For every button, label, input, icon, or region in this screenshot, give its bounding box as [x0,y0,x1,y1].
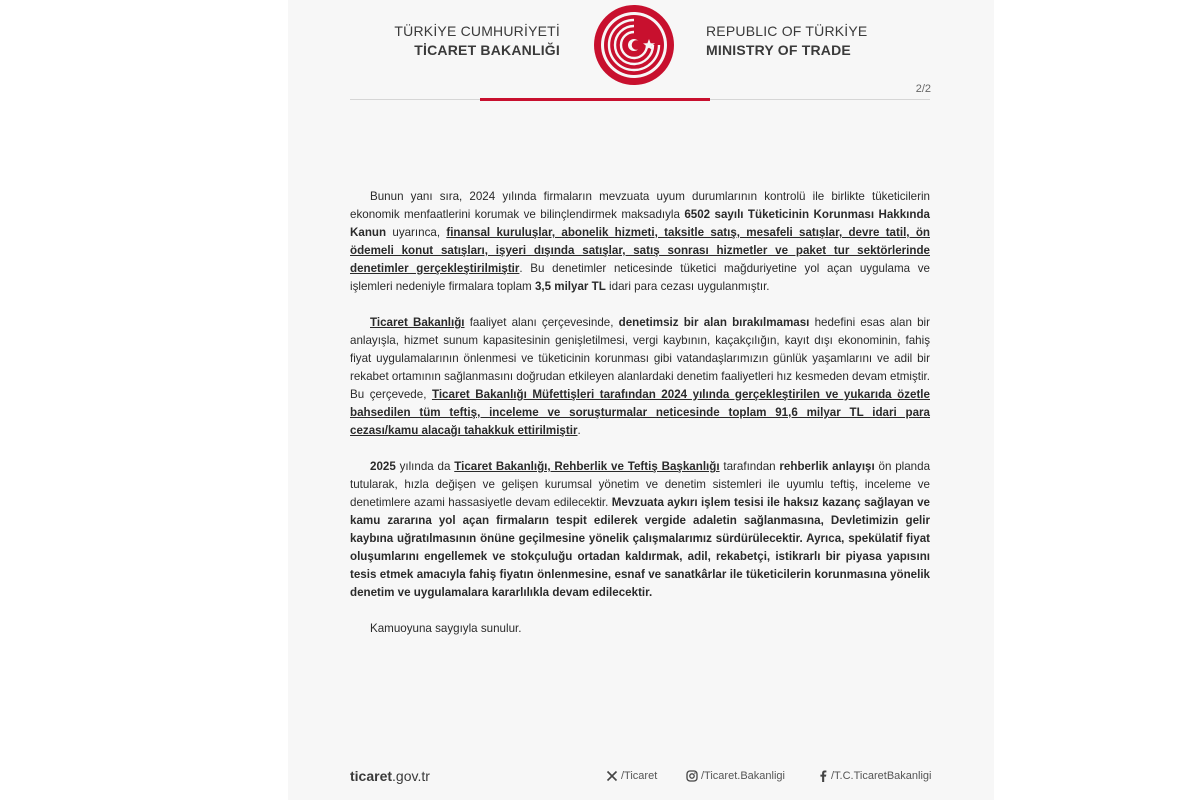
paragraph-3 [350,458,930,602]
header-divider-accent [480,98,710,101]
ministry-seal-logo [589,0,679,90]
text-run: idari para cezası uygulanmıştır. [605,280,770,293]
text-run: denetimsiz bir alan bırakılmaması [618,316,810,329]
header-left-line2: TİCARET BAKANLIĞI [414,42,560,58]
x-handle: /Ticaret [621,770,658,782]
text-run: . Bu denetimler neticesinde tüketici mağduriyetine yol açan uygulama ve işlemleri nedeniyle firmalara toplam [350,262,931,293]
text-run: rehberlik anlayışı [779,460,875,473]
facebook-icon [818,770,828,782]
website-link[interactable] [350,768,430,784]
document-body [350,188,930,656]
paragraph-1 [350,188,930,296]
text-run: Ticaret Bakanlığı Müfettişleri tarafından 2024 yılında gerçekleştirilen ve yukarıda özetle bahsedilen tüm teftiş, inceleme ve soruşturmalar neticesinde toplam 91,6 milyar TL idari para cezası/kamu alacağı tahakkuk ettirilmiştir [350,388,930,437]
text-run: hedefini esas alan bir anlayışla, hizmet sunum kapasitesinin genişletilmesi, vergi kaybının, kaçakçılığın, kayıt dışı ekonominin, fahiş fiyat uygulamalarının önlenmesi ve tüketicinin korunması gibi vatandaşlarımızın günlük yaşamlarını ve adil bir rekabet ortamının sağlanmasını doğrudan etkileyen alanlardaki denetim faaliyetleri hız kesmeden devam etmiştir. Bu çerçevede, [350,316,930,401]
document-page [288,0,994,800]
facebook-handle: /T.C.TicaretBakanligi [831,770,932,782]
facebook-link[interactable] [818,770,931,782]
instagram-link[interactable] [686,770,785,782]
text-run: tarafından [719,460,780,473]
text-run: Ticaret Bakanlığı [370,316,465,329]
header-left-line1: TÜRKİYE CUMHURİYETİ [394,23,560,39]
text-run: uyarınca, [386,226,447,239]
x-icon [606,770,618,782]
header-right [706,22,946,60]
instagram-handle: /Ticaret.Bakanligi [701,770,785,782]
text-run: 6502 sayılı Tüketicinin Korunması Hakkında Kanun [350,208,930,239]
text-run: finansal kuruluşlar, abonelik hizmeti, taksitle satış, mesafeli satışlar, devre tatil, ön ödemeli konut satışları, işyeri dışında satışlar, satış sonrası hizmetler ve paket tur sektörlerinde denetimler gerçekleştirilmiştir [350,226,930,275]
header-right-line2: MINISTRY OF TRADE [706,42,851,58]
paragraph-2 [350,314,930,440]
text-run: Bunun yanı sıra, 2024 yılında firmaların mevzuata uyum durumlarının kontrolü ile birlikte tüketicilerin ekonomik menfaatlerini korumak ve bilinçlendirmek maksadıyla [350,190,930,221]
text-run: 2025 [370,460,396,473]
text-run: . [577,424,581,437]
domain-bold: ticaret [350,768,393,784]
text-run: faaliyet alanı çerçevesinde, [464,316,619,329]
text-run: 3,5 milyar TL [534,280,606,293]
text-run: Ticaret Bakanlığı, Rehberlik ve Teftiş Başkanlığı [454,460,720,473]
footer [350,768,932,788]
x-link[interactable] [606,770,657,782]
instagram-icon [686,770,698,782]
text-run: Mevzuata aykırı işlem tesisi ile haksız kazanç sağlayan ve kamu zararına yol açan firmaların tespit edilerek vergide adaletin sağlanmasına, Devletimizin gelir kaybına uğratılmasının önüne geçilmesine yönelik çalışmalarımız sürdürülecektir. Ayrıca, spekülatif fiyat oluşumlarını engellemek ve stokçuluğu ortadan kaldırmak, adil, rekabetçi, istikrarlı bir piyasa yapısını tesis etmek amacıyla fahiş fiyatın önlenmesine, esnaf ve sanatkârlar ile tüketicilerin korunmasına yönelik denetim ve uygulamalara kararlılıkla devam edilecektir. [350,496,930,599]
text-run: yılında da [395,460,455,473]
header-right-line1: REPUBLIC OF TÜRKİYE [706,23,868,39]
paragraph-4 [350,620,930,638]
text-run: Kamuoyuna saygıyla sunulur. [370,622,522,635]
text-run: ön planda tutularak, hızla değişen ve gelişen kurumsal yönetim ve denetim sistemleri ile uyumlu teftiş, inceleme ve denetimlere azami hassasiyetle devam edilecektir. [350,460,931,509]
page-number: 2/2 [915,83,931,95]
header-left [350,22,560,60]
domain-rest: .gov.tr [392,768,430,784]
